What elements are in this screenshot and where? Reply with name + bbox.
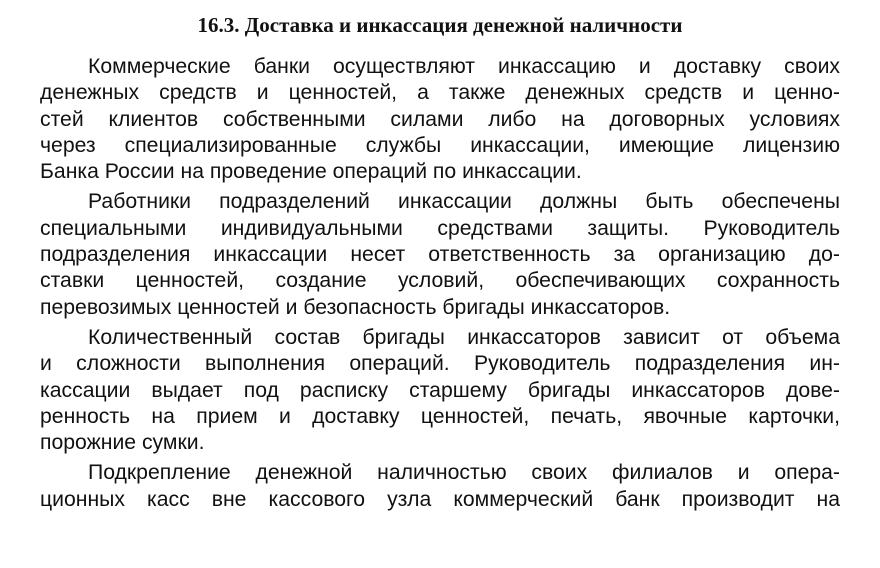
text-line: Работники подразделений инкассации должны быть обеспечены xyxy=(88,190,840,214)
text-line: Банка России на проведение операций по инкассации. xyxy=(40,160,582,184)
document-body xyxy=(40,54,840,513)
document-page xyxy=(40,10,840,513)
text-line: Количественный состав бригады инкассаторов зависит от объема xyxy=(88,325,840,349)
text-line: и сложности выполнения операций. Руководитель подразделения ин- xyxy=(40,352,840,376)
text-line: денежных средств и ценностей, а также денежных средств и ценно- xyxy=(40,81,840,105)
paragraph-1 xyxy=(40,54,840,185)
section-heading: 16.3. Доставка и инкассация денежной наличности xyxy=(197,13,683,37)
text-line: подразделения инкассации несет ответственность за организацию до- xyxy=(40,243,840,267)
text-line: стей клиентов собственными силами либо на договорных условиях xyxy=(40,107,840,131)
paragraph-4 xyxy=(40,460,840,513)
text-line: через специализированные службы инкассации, имеющие лицензию xyxy=(40,133,840,157)
text-line: ставки ценностей, создание условий, обеспечивающих сохранность xyxy=(40,269,840,293)
text-line: Коммерческие банки осуществляют инкассацию и доставку своих xyxy=(88,55,840,78)
text-line: кассации выдает под расписку старшему бригады инкассаторов дове- xyxy=(40,378,840,402)
text-line: перевозимых ценностей и безопасность бригады инкассаторов. xyxy=(40,295,671,319)
paragraph-3 xyxy=(40,325,840,456)
text-line: Подкрепление денежной наличностью своих филиалов и опера- xyxy=(88,461,840,485)
text-line: ренность на прием и доставку ценностей, печать, явочные карточки, xyxy=(40,404,840,428)
text-line: специальными индивидуальными средствами защиты. Руководитель xyxy=(40,216,840,240)
text-line: ционных касс вне кассового узла коммерческий банк производит на xyxy=(40,487,840,511)
paragraph-2 xyxy=(40,189,840,320)
text-line: порожние сумки. xyxy=(40,431,205,455)
